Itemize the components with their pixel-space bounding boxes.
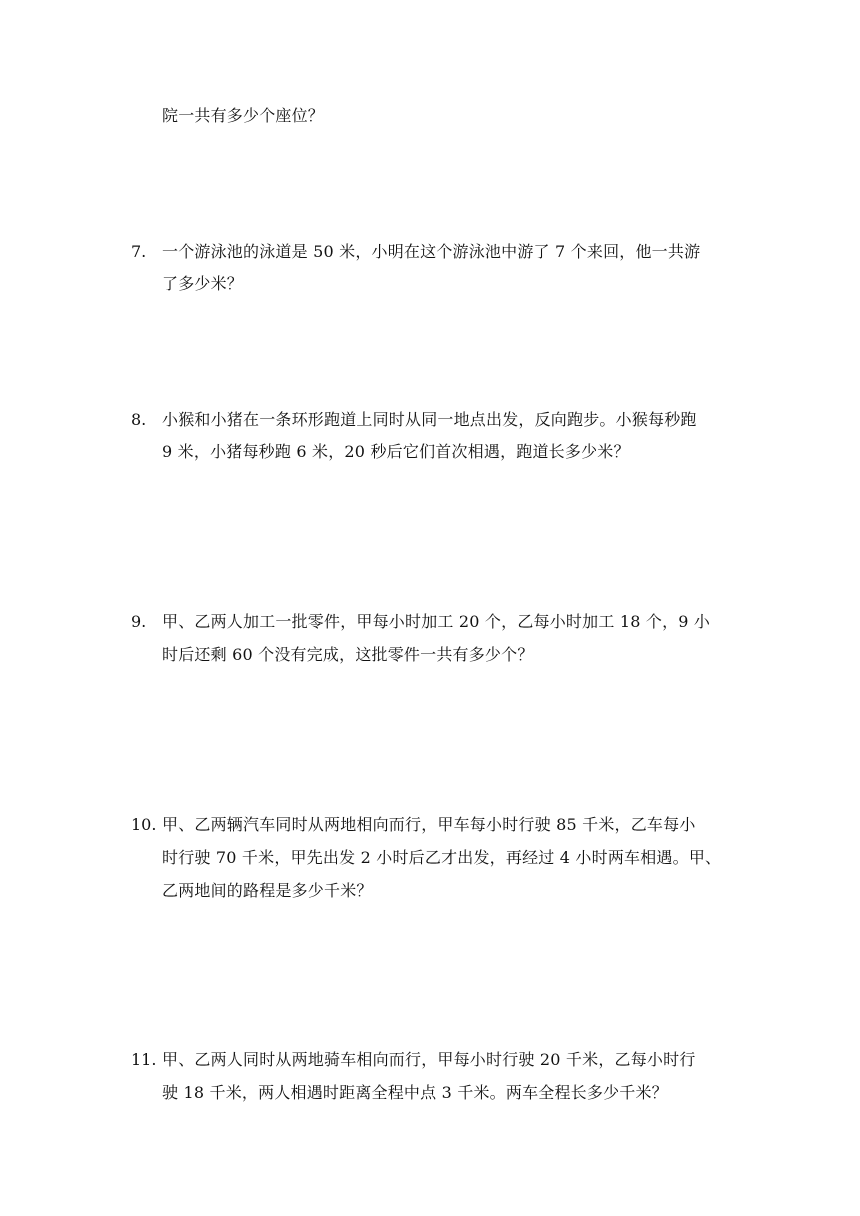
question-line: 了多少米？	[162, 274, 244, 293]
question-line: 院一共有多少个座位？	[162, 106, 325, 125]
question-number: 9.	[131, 612, 147, 631]
question-line: 驶 18 千米，两人相遇时距离全程中点 3 千米。两车全程长多少千米？	[162, 1083, 668, 1102]
question-line: 乙两地间的路程是多少千米？	[162, 881, 373, 900]
question-line: 时后还剩 60 个没有完成，这批零件一共有多少个？	[162, 645, 534, 664]
question-number: 11.	[131, 1050, 157, 1069]
question-number: 7.	[131, 242, 147, 261]
question-line: 小猴和小猪在一条环形跑道上同时从同一地点出发，反向跑步。小猴每秒跑	[162, 410, 697, 429]
question-line: 甲、乙两辆汽车同时从两地相向而行，甲车每小时行驶 85 千米，乙车每小	[162, 815, 696, 834]
question-line: 时行驶 70 千米，甲先出发 2 小时后乙才出发，再经过 4 小时两车相遇。甲、	[162, 848, 722, 867]
question-line: 甲、乙两人同时从两地骑车相向而行，甲每小时行驶 20 千米，乙每小时行	[162, 1050, 696, 1069]
question-number: 8.	[131, 410, 147, 429]
question-line: 甲、乙两人加工一批零件，甲每小时加工 20 个，乙每小时加工 18 个，9 小	[162, 612, 711, 631]
question-line: 9 米，小猪每秒跑 6 米，20 秒后它们首次相遇，跑道长多少米？	[162, 442, 630, 461]
question-number: 10.	[131, 815, 157, 834]
question-line: 一个游泳池的泳道是 50 米，小明在这个游泳池中游了 7 个来回，他一共游	[162, 242, 701, 261]
